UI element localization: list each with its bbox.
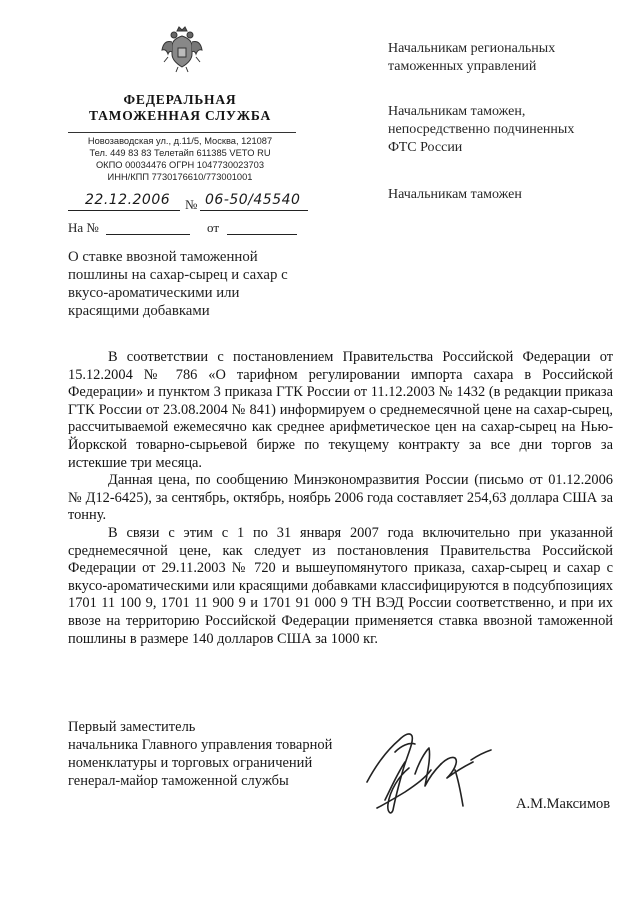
agency-name-line2: ТАМОЖЕННАЯ СЛУЖБА (88, 108, 272, 123)
addressee-customs: Начальникам таможен (388, 187, 522, 202)
reply-to-label: На № (68, 220, 99, 235)
handwritten-number: 06-50/45540 (205, 192, 301, 208)
signatory-title (68, 718, 368, 790)
signatory-title-line: Первый заместитель (68, 719, 196, 735)
double-headed-eagle-emblem-icon (160, 24, 204, 74)
signatory-name: А.М.Максимов (516, 796, 611, 812)
body-paragraph: Данная цена, по сообщению Минэкономразвития России (письмо от 01.12.2006 № Д12-6425), за сентябрь, октябрь, ноябрь 2006 года составляет 254,63 доллара США за тонну. (68, 472, 613, 524)
signatory-title-line: начальника Главного управления товарной (68, 737, 333, 753)
addressee-customs-subordinate: Начальникам таможен, непосредственно подчиненных ФТС России (388, 104, 575, 155)
letterhead-inn: ИНН/КПП 7730176610/773001001 (107, 172, 253, 182)
letterhead-address: Новозаводская ул., д.11/5, Москва, 121087 (87, 136, 273, 146)
body-paragraph: В соответствии с постановлением Правительства Российской Федерации от 15.12.2004 № 786 «О тарифном регулировании импорта сахара в Российской Федерации» и пунктом 3 приказа ГТК России от 11.12.2003 № 1432 (в редакции приказа ГТК России от 23.08.2004 № 841) информируем о среднемесячной цене на сахар-сырец, рассчитываемой ежемесячно как среднее арифметическое цен на сахар-сырец на Нью-Йоркской товарно-сырьевой бирже по текущему контракту за все дни торгов за истекшие три месяца. (68, 349, 613, 471)
handwritten-date: 22.12.2006 (85, 192, 171, 208)
agency-name-line1: ФЕДЕРАЛЬНАЯ (123, 92, 237, 107)
handwritten-signature (355, 712, 505, 827)
number-underline (200, 210, 308, 211)
addressee-regional-offices: Начальникам региональных таможенных управлений (388, 41, 556, 74)
letterhead-okpo: ОКПО 00034476 ОГРН 1047730023703 (95, 160, 265, 170)
date-underline (68, 210, 180, 211)
body-paragraph: В связи с этим с 1 по 31 января 2007 года включительно при указанной среднемесячной цене, как следует из постановления Правительства Российской Федерации от 29.11.2003 № 720 и вышеупомянутого приказа, сахар-сырец и сахар с вкусо-ароматическими или красящими добавками классифицируются в подсубпозициях 1701 11 100 9, 1701 11 900 9 и 1701 91 000 9 ТН ВЭД России соответственно, и при их ввозе на территорию Российской Федерации применяется ставка ввозной таможенной пошлины в размере 140 долларов США за 1000 кг. (68, 524, 613, 647)
reply-date-label: от (207, 220, 220, 235)
reply-date-underline (227, 234, 297, 235)
reply-to-underline (106, 234, 190, 235)
letterhead-divider (68, 132, 296, 133)
signatory-title-line: номенклатуры и торговых ограничений (68, 755, 313, 771)
letterhead-phones: Тел. 449 83 83 Телетайп 611385 VETO RU (89, 148, 271, 158)
letter-subject: О ставке ввозной таможенной пошлины на сахар-сырец и сахар с вкусо-ароматическими или красящими добавками (68, 249, 288, 319)
number-label: № (185, 197, 198, 212)
signatory-title-line: генерал-майор таможенной службы (68, 773, 289, 789)
letter-body (68, 349, 613, 648)
